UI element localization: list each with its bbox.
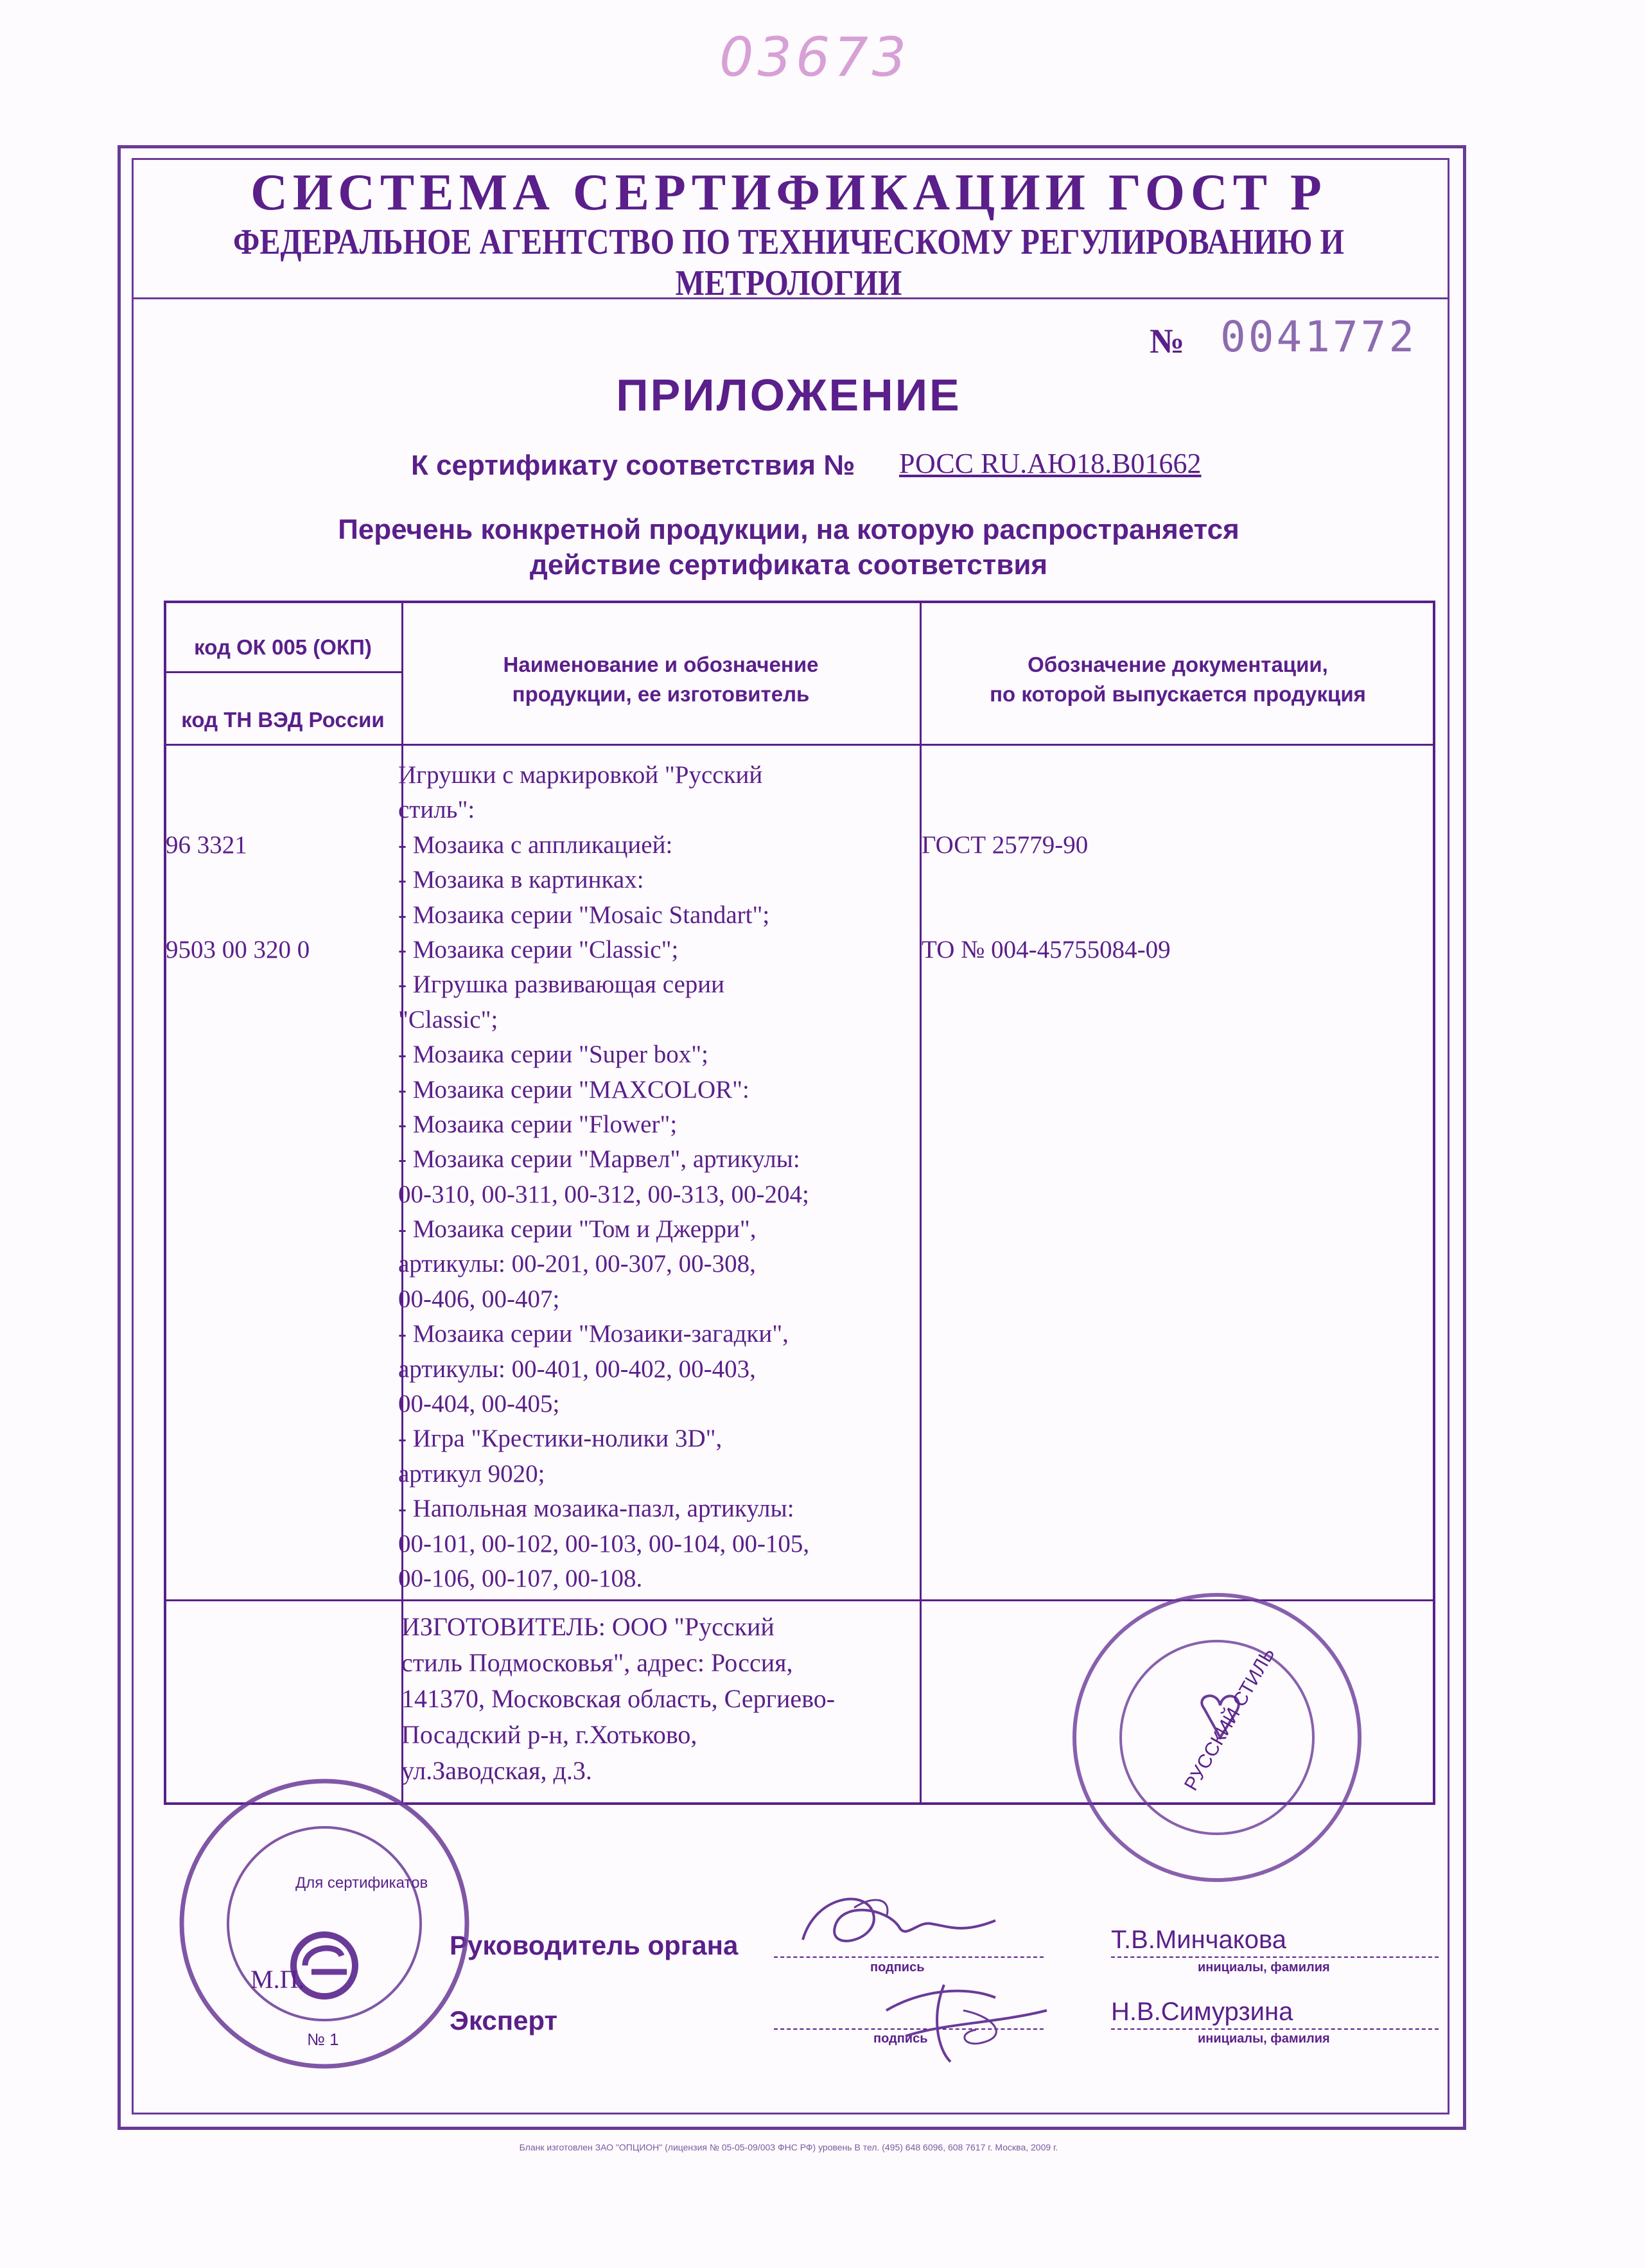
product-line: Игрушки с маркировкой "Русский [398,761,763,789]
product-line: - Напольная мозаика-пазл, артикулы: [398,1495,794,1523]
manufacturer-line: 141370, Московская область, Сергиево- [401,1684,836,1713]
product-list [398,758,809,1596]
agency-name: ФЕДЕРАЛЬНОЕ АГЕНТСТВО ПО ТЕХНИЧЕСКОМУ РЕГУЛИРОВАНИЮ И МЕТРОЛОГИИ [232,222,1345,303]
head-name-line [1111,1956,1439,1958]
product-line: артикулы: 00-201, 00-307, 00-308, [398,1250,756,1278]
footer-print-info: Бланк изготовлен ЗАО "ОПЦИОН" (лицензия № 05-05-09/003 ФНС РФ) уровень В тел. (495) 648 6096, 608 7617 г. Москва, 2009 г. [519,2142,1058,2152]
code-okp-value: 96 3321 [166,831,247,859]
form-number-label: № [1150,322,1185,360]
certificate-number: РОСС RU.АЮ18.В01662 [899,448,1202,479]
document-to: ТО № 004-45755084-09 [922,936,1171,964]
product-line: 00-101, 00-102, 00-103, 00-104, 00-105, [398,1529,810,1558]
seal-place: М.П. [250,1965,305,1994]
product-line: стиль": [398,796,475,824]
header-code-tnved: код ТН ВЭД России [181,708,385,732]
handwritten-number: 03673 [719,26,911,89]
head-label: Руководитель органа [450,1930,739,1960]
product-line: - Мозаика серии "MAXCOLOR": [398,1075,749,1103]
table-header-code-divider [164,671,401,673]
product-line: - Мозаика в картинках: [398,866,644,894]
product-line: - Мозаика серии "Flower"; [398,1110,678,1138]
head-signature-caption: подпись [870,1960,925,1974]
right-seal-text: РУССКИЙ СТИЛЬ [1180,1644,1279,1795]
product-line: - Мозаика серии "Mosaic Standart"; [398,901,770,929]
manufacturer-line: ИЗГОТОВИТЕЛЬ: ООО "Русский [401,1612,775,1641]
product-line: - Мозаика серии "Марвел", артикулы: [398,1145,800,1174]
manufacturer-line: стиль Подмосковья", адрес: Россия, [401,1648,793,1677]
system-title: СИСТЕМА СЕРТИФИКАЦИИ ГОСТ Р [250,164,1327,221]
expert-name: Н.В.Симурзина [1111,1998,1293,2026]
product-line: - Игра "Крестики-нолики 3D", [398,1425,722,1453]
product-line: артикулы: 00-401, 00-402, 00-403, [398,1355,756,1383]
product-codes [166,758,310,1003]
product-line: 00-106, 00-107, 00-108. [398,1564,643,1592]
code-tnved-value: 9503 00 320 0 [166,936,310,964]
document-gost: ГОСТ 25779-90 [922,831,1089,859]
product-line: "Classic"; [398,1005,498,1033]
product-line: артикул 9020; [398,1459,545,1488]
head-signature-scribble [790,1882,1008,1965]
head-name-caption: инициалы, фамилия [1198,1960,1330,1974]
expert-name-caption: инициалы, фамилия [1198,2032,1330,2046]
left-seal-text: Для сертификатов [295,1874,428,1892]
expert-signature-scribble [867,1972,1073,2068]
header-code-okp: код ОК 005 (ОКП) [194,635,372,659]
form-number: 0041772 [1220,312,1417,362]
product-line: - Мозаика с аппликацией: [398,831,673,859]
header-doc-line2: по которой выпускается продукция [990,682,1366,706]
left-seal-number: № 1 [307,2030,339,2049]
manufacturer-line: Посадский р-н, г.Хотьково, [401,1720,697,1749]
header-name-line2: продукции, ее изготовитель [512,682,810,706]
header-name-line1: Наименование и обозначение [503,653,819,676]
document-title: ПРИЛОЖЕНИЕ [616,370,961,420]
expert-name-line [1111,2028,1439,2030]
product-line: - Мозаика серии "Том и Джерри", [398,1215,757,1244]
expert-signature-caption: подпись [873,2032,928,2046]
manufacturer-info [401,1609,835,1789]
list-heading-line2: действие сертификата соответствия [529,549,1048,581]
header-doc-line1: Обозначение документации, [1028,653,1328,676]
certificate-label: К сертификату соответствия № [411,450,855,481]
product-line: - Мозаика серии "Classic"; [398,935,679,963]
document-list [922,758,1171,1003]
product-line: - Мозаика серии "Мозаики-загадки", [398,1320,789,1348]
expert-label: Эксперт [450,2005,558,2035]
product-line: - Мозаика серии "Super box"; [398,1041,708,1069]
product-line: 00-406, 00-407; [398,1285,560,1313]
manufacturer-line: ул.Заводская, д.3. [401,1756,592,1785]
product-line: 00-310, 00-311, 00-312, 00-313, 00-204; [398,1180,809,1208]
product-line: - Игрушка развивающая серии [398,971,725,999]
head-name: Т.В.Минчакова [1111,1926,1286,1954]
product-line: 00-404, 00-405; [398,1390,560,1418]
list-heading-line1: Перечень конкретной продукции, на которую распространяется [338,514,1239,545]
table-header-divider [164,744,1435,746]
